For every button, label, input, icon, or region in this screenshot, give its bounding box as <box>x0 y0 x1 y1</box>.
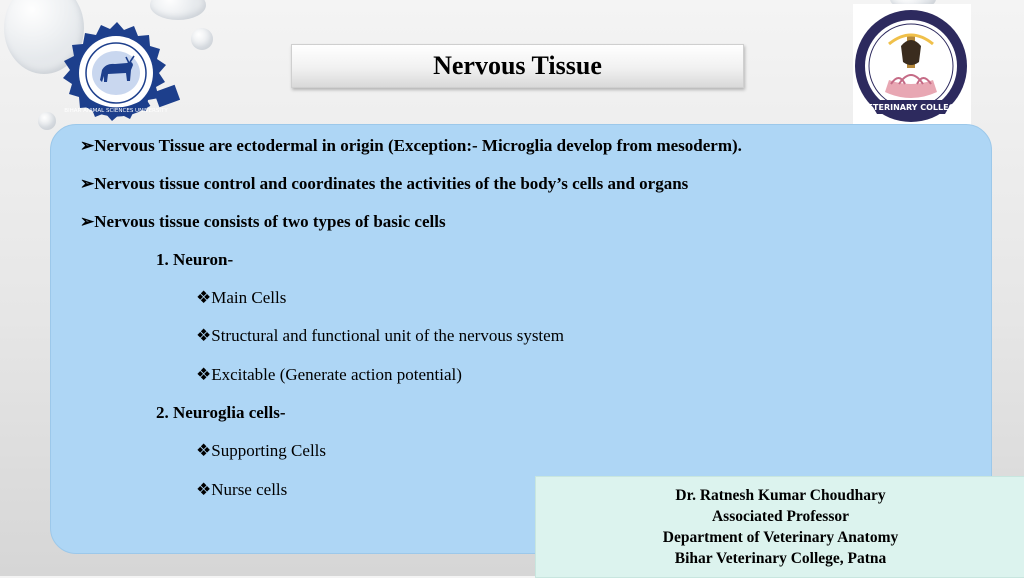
arrow-bullet-icon: ➢ <box>80 174 95 193</box>
author-name: Dr. Ratnesh Kumar Choudhary <box>675 487 886 504</box>
bullet-text: Nervous tissue consists of two types of basic cells <box>94 212 446 231</box>
bullet-text: Nervous tissue control and coordinates the activities of the body’s cells and organs <box>94 174 689 193</box>
arrow-bullet-icon: ➢ <box>80 136 95 155</box>
bihar-animal-sciences-university-logo <box>52 18 182 126</box>
diamond-bullet-icon: ❖ <box>196 288 212 307</box>
droplet-decoration <box>191 28 213 50</box>
sub-bullet-text: Supporting Cells <box>211 441 327 460</box>
sub-bullet-item <box>196 441 326 461</box>
bullet-item <box>80 174 688 194</box>
sub-bullet-text: Excitable (Generate action potential) <box>211 365 462 384</box>
bullet-text: Nervous Tissue are ectodermal in origin (Exception:- Microglia develop from mesoderm). <box>94 136 742 155</box>
droplet-decoration <box>150 0 206 20</box>
diamond-bullet-icon: ❖ <box>196 326 212 345</box>
sub-bullet-text: Structural and functional unit of the nervous system <box>211 326 564 345</box>
bullet-item <box>80 136 742 156</box>
author-department: Department of Veterinary Anatomy <box>662 529 899 546</box>
slide-title: Nervous Tissue <box>433 51 602 80</box>
author-credit-box <box>535 476 1024 578</box>
bullet-item <box>80 212 446 232</box>
sub-bullet-item <box>196 326 564 346</box>
author-institution: Bihar Veterinary College, Patna <box>674 550 887 567</box>
arrow-bullet-icon: ➢ <box>80 212 95 231</box>
svg-text:VETERINARY COLLEGE: VETERINARY COLLEGE <box>861 103 961 112</box>
sub-bullet-item <box>196 365 462 385</box>
sub-bullet-text: Nurse cells <box>211 480 288 499</box>
author-position: Associated Professor <box>711 508 850 525</box>
bihar-veterinary-college-logo <box>849 4 973 134</box>
sub-bullet-text: Main Cells <box>211 288 287 307</box>
sub-bullet-item <box>196 480 287 500</box>
diamond-bullet-icon: ❖ <box>196 365 212 384</box>
cell-type-heading: 1. Neuron- <box>156 250 234 269</box>
diamond-bullet-icon: ❖ <box>196 441 212 460</box>
diamond-bullet-icon: ❖ <box>196 480 212 499</box>
cell-type-heading: 2. Neuroglia cells- <box>156 403 286 422</box>
svg-text:BIHAR ANIMAL SCIENCES UNIVERSI: BIHAR ANIMAL SCIENCES UNIVERSITY <box>64 108 168 114</box>
slide-title-box <box>291 44 744 88</box>
sub-bullet-item <box>196 288 286 308</box>
